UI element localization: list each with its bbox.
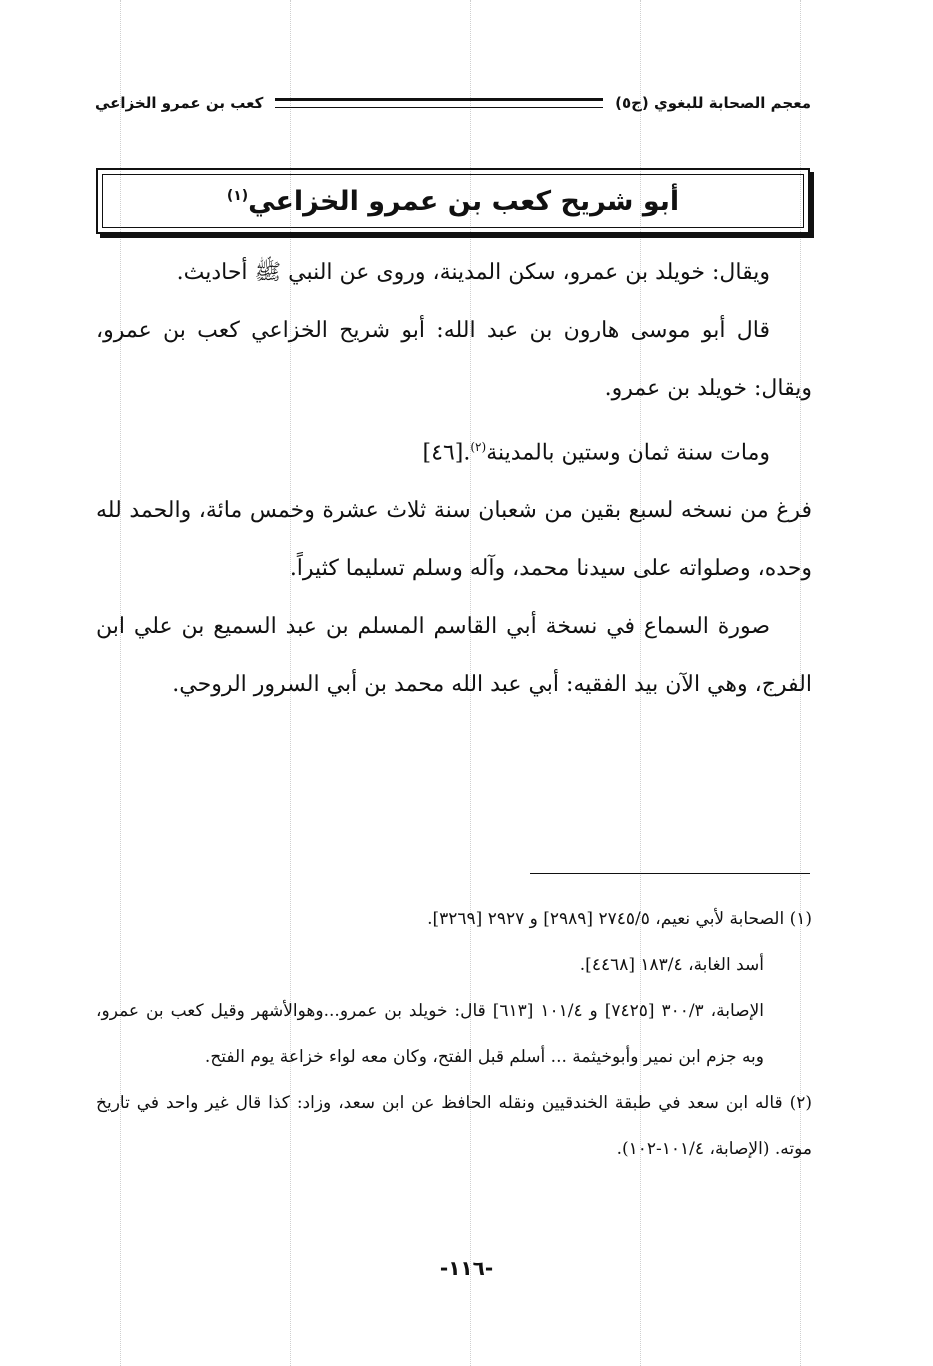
paragraph-3-text: ومات سنة ثمان وستين بالمدينة [486,440,770,466]
page-number: -١١٦- [439,1256,494,1280]
paragraph-3-ref: .[٤٦] [422,440,471,466]
paragraph-3 [96,418,812,482]
header-rule [275,98,603,108]
footnote-1-line-2: أسد الغابة، ١٨٣/٤ [٤٤٦٨]. [579,955,764,975]
footnotes [96,896,812,1172]
footnote-1-line-3: الإصابة، ٣٠٠/٣ [٧٤٢٥] و ١٠١/٤ [٦١٣] قال: خويلد بن عمرو...وهوالأشهر وقيل كعب بن عمرو، وبه جزم ابن نمير وأبوخيثمة ... أسلم قبل الفتح، وكان معه لواء خزاعة يوم الفتح. [96,1001,764,1067]
paragraph-4: فرغ من نسخه لسبع بقين من شعبان سنة ثلاث عشرة وخمس مائة، والحمد لله وحده، وصلواته على سيدنا محمد، وآله وسلم تسليما كثيراً. [96,498,812,582]
chapter-title: كعب بن عمرو الخزاعي [95,94,264,112]
entry-title-box [96,168,810,234]
running-header [95,88,811,118]
paragraph-5: صورة السماع في نسخة أبي القاسم المسلم بن عبد السميع بن علي ابن الفرج، وهي الآن بيد الفقيه: أبي عبد الله محمد بن أبي السرور الروحي. [96,614,812,698]
footnote-mark: (١) [226,187,249,204]
footnote-separator [530,873,810,874]
paragraph-1: ويقال: خويلد بن عمرو، سكن المدينة، وروى عن النبي ﷺ أحاديث. [176,260,770,285]
footnote-mark: (٢) [470,440,487,454]
entry-title [227,186,679,217]
footnote-2: (٢) قاله ابن سعد في طبقة الخندقيين ونقله الحافظ عن ابن سعد، وزاد: كذا قال غير واحد في تاريخ موته. (الإصابة، ١٠١/٤-١٠٢). [96,1093,812,1159]
book-title: معجم الصحابة للبغوي (ج٥) [615,94,811,112]
main-text [96,244,812,714]
entry-title-text: أبو شريح كعب بن عمرو الخزاعي [248,185,680,217]
footnote-1-line-1: (١) الصحابة لأبي نعيم، ٢٧٤٥/٥ [٢٩٨٩] و ٢٩٢٧ [٣٢٦٩]. [427,909,812,929]
paragraph-2: قال أبو موسى هارون بن عبد الله: أبو شريح الخزاعي كعب بن عمرو، ويقال: خويلد بن عمرو. [96,318,812,401]
